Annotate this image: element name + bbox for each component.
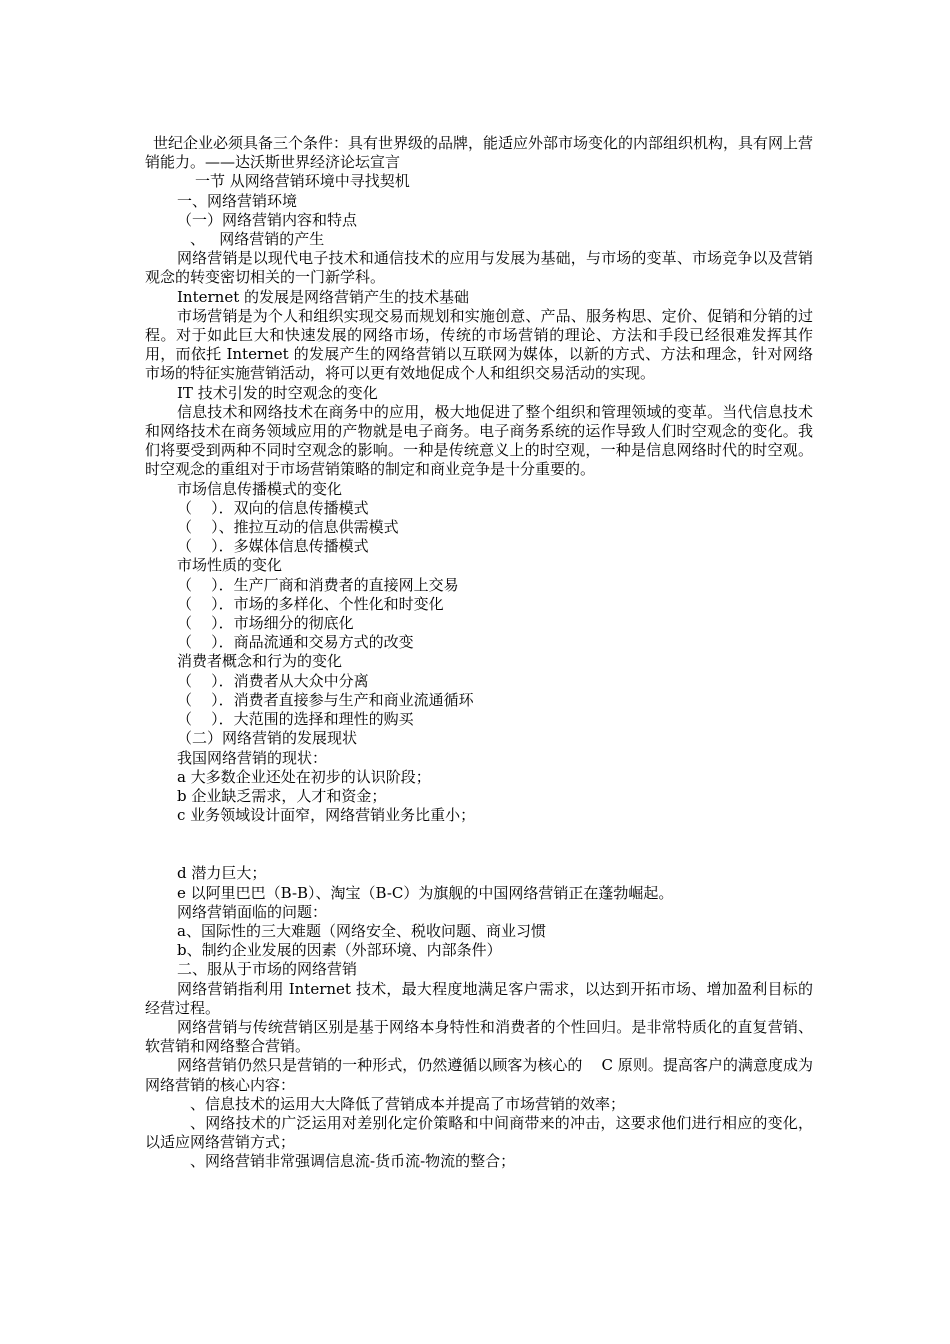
list-item: a、国际性的三大难题（网络安全、税收问题、商业习惯 (177, 921, 546, 940)
list-item: （ ）．生产厂商和消费者的直接网上交易 (177, 575, 459, 594)
list-item: （ ）．大范围的选择和理性的购买 (177, 710, 414, 729)
list-item: （ ）．双向的信息传播模式 (177, 498, 369, 517)
list-item: （ ）．市场细分的彻底化 (177, 614, 354, 633)
problem-title: 网络营销面临的问题： (177, 902, 328, 921)
point-item: 、网络技术的广泛运用对差别化定价策略和中间商带来的冲击，这要求他们进行相应的变化，以适应网络营销方式； (145, 1113, 813, 1152)
subheading-market-nature: 市场性质的变化 (177, 556, 283, 575)
paragraph-difference: 网络营销与传统营销区别是基于网络本身特性和消费者的个性回归。是非常特质化的直复营销、软营销和网络整合营销。 (145, 1017, 813, 1056)
list-item: （ ）．多媒体信息传播模式 (177, 537, 369, 556)
list-item: c 业务领域设计面窄，网络营销业务比重小； (177, 806, 476, 825)
page-gap (145, 825, 813, 864)
paragraph-definition: 网络营销指利用 Internet 技术，最大程度地满足客户需求，以达到开拓市场、增加盈利目标的经营过程。 (145, 979, 813, 1017)
status-title: 我国网络营销的现状： (177, 748, 328, 767)
heading-1: 一、网络营销环境 (177, 191, 298, 210)
paragraph-core: 网络营销仍然只是营销的一种形式，仍然遵循以顾客为核心的 C 原则。提高客户的满意度成为网络营销的核心内容： (145, 1056, 813, 1094)
document-page (145, 134, 813, 1172)
section-title: 一节 从网络营销环境中寻找契机 (195, 172, 410, 191)
heading-1-1-1: 、 网络营销的产生 (190, 230, 325, 249)
opening-quote: 世纪企业必须具备三个条件：具有世界级的品牌，能适应外部市场变化的内部组织机构，具有网上营销能力。——达沃斯世界经济论坛宣言 (145, 134, 814, 172)
heading-2: 二、服从于市场的网络营销 (177, 960, 358, 979)
subheading-consumer: 消费者概念和行为的变化 (177, 652, 343, 671)
list-item: （ ）．消费者从大众中分离 (177, 671, 369, 690)
subheading-info-transmission: 市场信息传播模式的变化 (177, 479, 343, 498)
heading-1-2: （二）网络营销的发展现状 (177, 729, 358, 748)
list-item: （ ）、推拉互动的信息供需模式 (177, 518, 399, 537)
list-item: d 潜力巨大； (177, 864, 267, 883)
list-item: （ ）．市场的多样化、个性化和时变化 (177, 594, 444, 613)
subheading-internet: Internet 的发展是网络营销产生的技术基础 (177, 287, 469, 306)
paragraph-network-marketing-definition: 网络营销是以现代电子技术和通信技术的应用与发展为基础，与市场的变革、市场竞争以及营销观念的转变密切相关的一门新学科。 (145, 249, 813, 287)
subheading-it-time-space: IT 技术引发的时空观念的变化 (177, 383, 378, 402)
point-item: 、网络营销非常强调信息流-货币流-物流的整合； (190, 1152, 516, 1171)
paragraph-time-space: 信息技术和网络技术在商务中的应用，极大地促进了整个组织和管理领域的变革。当代信息技术和网络技术在商务领域应用的产物就是电子商务。电子商务系统的运作导致人们时空观念的变化。我们将要受到两种不同时空观念的影响。一种是传统意义上的时空观，一种是信息网络时代的时空观。时空观念的重组对于市场营销策略的制定和商业竞争是十分重要的。 (145, 402, 813, 479)
list-item: e 以阿里巴巴（B-B）、淘宝（B-C）为旗舰的中国网络营销正在蓬勃崛起。 (177, 883, 674, 902)
point-item: 、信息技术的运用大大降低了营销成本并提高了市场营销的效率； (190, 1094, 626, 1113)
heading-1-1: （一）网络营销内容和特点 (177, 210, 358, 229)
list-item: （ ）．商品流通和交易方式的改变 (177, 633, 414, 652)
list-item: b、制约企业发展的因素（外部环境、内部条件） (177, 941, 502, 960)
list-item: a 大多数企业还处在初步的认识阶段； (177, 767, 431, 786)
paragraph-marketing-process: 市场营销是为个人和组织实现交易而规划和实施创意、产品、服务构思、定价、促销和分销的过程。对于如此巨大和快速发展的网络市场，传统的市场营销的理论、方法和手段已经很难发挥其作用，而依托 Internet 的发展产生的网络营销以互联网为媒体，以新的方式、方法和理念，针对网络市场的特征实施营销活动，将可以更有效地促成个人和组织交易活动的实现。 (145, 306, 813, 383)
list-item: （ ）．消费者直接参与生产和商业流通循环 (177, 690, 474, 709)
list-item: b 企业缺乏需求，人才和资金； (177, 786, 387, 805)
